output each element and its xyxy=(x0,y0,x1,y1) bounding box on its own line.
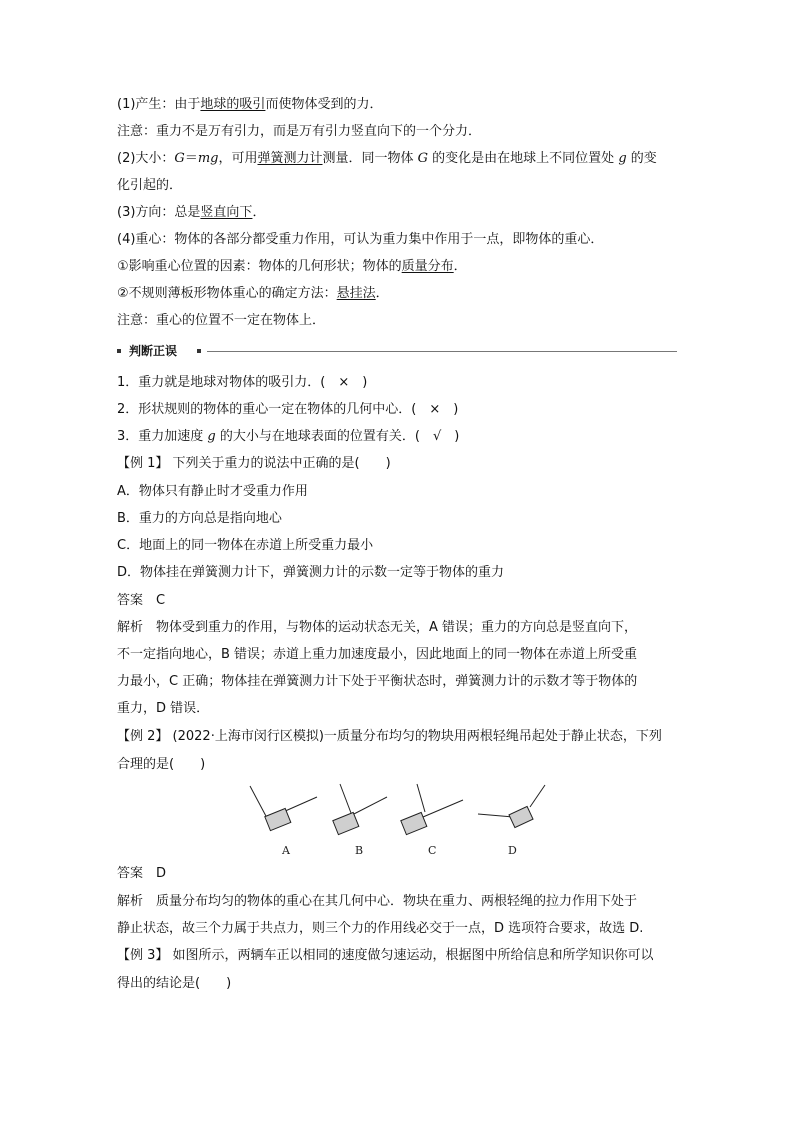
symbol-G: G xyxy=(174,151,185,166)
block xyxy=(333,812,359,834)
rope xyxy=(423,800,463,817)
example2-stem xyxy=(117,728,662,746)
gravity-direction-line xyxy=(117,204,265,222)
example3-stem xyxy=(117,947,654,965)
block xyxy=(401,812,427,834)
figure-a xyxy=(250,786,317,857)
analysis-line: 重力，D 错误． xyxy=(117,701,210,716)
text: 如图所示，两辆车正以相同的速度做匀速运动，根据图中所给信息和所学知识你可以 xyxy=(172,948,654,963)
text: ②不规则薄板形物体重心的确定方法： xyxy=(117,286,337,301)
figure-d xyxy=(478,785,545,857)
answer-line: 答案 C xyxy=(117,593,166,608)
section-rule xyxy=(207,351,677,352)
analysis-line: 解析 物体受到重力的作用，与物体的运动状态无关，A 错误；重力的方向总是竖直向下， xyxy=(117,620,638,635)
option-d: D．物体挂在弹簧测力计下，弹簧测力计的示数一定等于物体的重力 xyxy=(117,565,505,580)
judge-item-1: 1．重力就是地球对物体的吸引力．( × ) xyxy=(117,375,368,390)
underlined-answer: 质量分布 xyxy=(401,259,454,274)
gravity-origin-line xyxy=(117,96,382,114)
text: ①影响重心位置的因素：物体的几何形状；物体的 xyxy=(117,259,402,274)
cog-note-line: 注意：重心的位置不一定在物体上． xyxy=(117,313,326,328)
example-tag: 【例 3】 xyxy=(117,948,169,963)
gravity-magnitude-line-cont: 化引起的． xyxy=(117,178,183,193)
text: 的变 xyxy=(626,151,657,166)
rope xyxy=(478,814,513,817)
example-tag: 【例 2】 xyxy=(117,729,169,744)
symbol-G: G xyxy=(417,151,429,166)
example2-stem-cont: 合理的是( ) xyxy=(117,757,206,772)
rope xyxy=(250,786,267,818)
block xyxy=(509,806,533,827)
rope xyxy=(350,797,387,816)
text: 下列关于重力的说法中正确的是( ) xyxy=(172,456,391,471)
text: ． xyxy=(252,205,266,220)
text: (2022·上海市闵行区模拟)一质量分布均匀的物块用两根轻绳吊起处于静止状态，下列 xyxy=(172,729,662,744)
analysis-line: 静止状态，故三个力属于共点力，则三个力的作用线必交于一点，D 选项符合要求，故选 D. xyxy=(117,921,644,936)
symbol-g: g xyxy=(207,429,216,444)
underlined-answer: 地球的吸引 xyxy=(200,97,266,112)
figure-label: C xyxy=(428,844,437,857)
symbol-mg: mg xyxy=(197,151,219,166)
option-b: B．重力的方向总是指向地心 xyxy=(117,511,282,526)
rope xyxy=(417,784,425,812)
underlined-answer: 竖直向下 xyxy=(200,205,253,220)
gravity-magnitude-line xyxy=(117,150,657,168)
figure-label: B xyxy=(355,844,364,857)
text: 3．重力加速度 xyxy=(117,429,208,444)
analysis-line: 力最小，C 正确；物体挂在弹簧测力计下处于平衡状态时，弹簧测力计的示数才等于物体的 xyxy=(117,674,638,689)
answer-line: 答案 D xyxy=(117,866,167,881)
text: 的大小与在地球表面的位置有关．( √ ) xyxy=(215,429,460,444)
text: (1)产生：由于 xyxy=(117,97,201,112)
rope xyxy=(340,784,351,813)
text: 而使物体受到的力． xyxy=(265,97,383,112)
underlined-answer: 弹簧测力计 xyxy=(257,151,323,166)
text: ＝ xyxy=(184,151,198,166)
rope xyxy=(530,785,545,807)
text: 测量．同一物体 xyxy=(322,151,418,166)
text: ，可用 xyxy=(218,151,258,166)
analysis-line: 解析 质量分布均匀的物体的重心在其几何中心．物块在重力、两根轻绳的拉力作用下处于 xyxy=(117,894,638,909)
option-a: A．物体只有静止时才受重力作用 xyxy=(117,484,308,499)
figure-label: D xyxy=(508,844,517,857)
gravity-note-line: 注意：重力不是万有引力，而是万有引力竖直向下的一个分力． xyxy=(117,124,482,139)
option-c: C．地面上的同一物体在赤道上所受重力最小 xyxy=(117,538,374,553)
bullet-mark xyxy=(197,349,201,353)
symbol-g: g xyxy=(618,151,627,166)
cog-factors-line xyxy=(117,258,467,276)
text: ． xyxy=(375,286,389,301)
figure-b xyxy=(333,784,387,857)
example-tag: 【例 1】 xyxy=(117,456,169,471)
text: (2)大小： xyxy=(117,151,175,166)
text: 的变化是由在地球上不同位置处 xyxy=(428,151,619,166)
judge-item-2: 2．形状规则的物体的重心一定在物体的几何中心．( × ) xyxy=(117,402,459,417)
analysis-line: 不一定指向地心，B 错误；赤道上重力加速度最小，因此地面上的同一物体在赤道上所受重 xyxy=(117,647,638,662)
judge-item-3 xyxy=(117,428,459,446)
cog-method-line xyxy=(117,285,389,303)
bullet-mark xyxy=(117,349,121,353)
underlined-answer: 悬挂法 xyxy=(336,286,376,301)
rope xyxy=(283,797,317,812)
figure-c xyxy=(401,784,463,857)
center-of-gravity-line: (4)重心：物体的各部分都受重力作用，可认为重力集中作用于一点，即物体的重心． xyxy=(117,232,604,247)
example3-stem-cont: 得出的结论是( ) xyxy=(117,976,232,991)
text: ． xyxy=(453,259,467,274)
hanging-block-figure xyxy=(245,780,555,860)
example1-stem xyxy=(117,455,391,473)
section-header xyxy=(117,343,677,359)
section-title: 判断正误 xyxy=(129,344,178,358)
block xyxy=(265,808,291,830)
text: (3)方向：总是 xyxy=(117,205,201,220)
figure-label: A xyxy=(282,844,290,857)
